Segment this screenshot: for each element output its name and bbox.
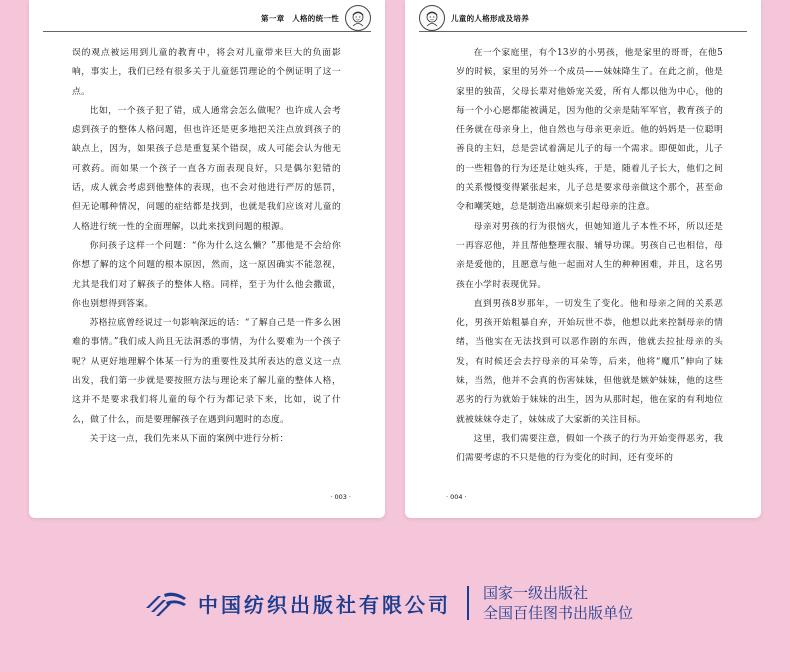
- publisher-footer: [144, 582, 633, 624]
- header-rule: [419, 31, 747, 32]
- page-body: [72, 44, 341, 449]
- header-rule: [43, 31, 371, 32]
- body-paragraph: 母亲对男孩的行为很恼火，但她知道儿子本性不坏，所以还是一再容忍他，并且帮他整理衣服、辅导功课。男孩自己也相信，母亲是爱他的，且愿意与他一起面对人生的种种困难，并且，这名男孩在小学时表现优异。: [456, 221, 723, 290]
- body-paragraph: 在一个家庭里，有个13岁的小男孩，他是家里的哥哥，在他5岁的时候，家里的另外一个成员——妹妹降生了。在此之前，他是家里的独苗，父母长辈对他娇宠关爱，所有人都以他为中心，他的每一个小心愿都能被满足，因为他的父亲是陆军军官，教育孩子的任务就在母亲身上，他自然也与母亲更亲近。他的妈妈是一位聪明善良的主妇，总是尝试着满足儿子的每一个需求。即便如此，儿子的一些粗鲁的行为还是让她头疼，于是，随着儿子长大，他们之间的关系慢慢变得紧张起来，儿子总是要求母亲做这个那个，甚至命令和嘲笑她，总是制造出麻烦来引起母亲的注意。: [456, 48, 723, 213]
- book-page-right: [405, 0, 761, 518]
- publisher-logo-icon: [144, 588, 188, 618]
- body-paragraph: 苏格拉底曾经说过一句影响深远的话：“了解自己是一件多么困难的事情。”我们成人尚且无法洞悉的事情，为什么要难为一个孩子呢？从更好地理解个体某一行为的重要性及其所表达的意义这一点出发，我们第一步就是要按照方法与理论来了解儿童的整体人格，这并不是要求我们将儿童的每个行为都记录下来，比如，说了什么，做了什么，而是要理解孩子在遇到问题时的态度。: [72, 318, 341, 425]
- page-body: [456, 44, 723, 469]
- publisher-name: 中国纺织出版社有限公司: [198, 592, 451, 617]
- chapter-title: 第一章 人格的统一性: [261, 13, 339, 23]
- publisher-tags: [483, 583, 633, 623]
- body-paragraph: 你问孩子这样一个问题：“你为什么这么懒？”那他是不会给你你想了解的这个问题的根本原因，然而，这一原因确实不能忽视，尤其是我们对了解孩子的整体人格。同样，至于为什么他会撒谎，你也别想得到答案。: [72, 240, 341, 309]
- child-portrait-icon: [419, 5, 445, 31]
- footer-divider: [467, 586, 469, 620]
- child-portrait-icon: [345, 5, 371, 31]
- body-paragraph: 关于这一点，我们先来从下面的案例中进行分析：: [89, 433, 289, 444]
- page-header: [419, 4, 747, 32]
- book-page-left: [29, 0, 385, 518]
- page-header: [43, 4, 371, 32]
- body-paragraph: 比如，一个孩子犯了错，成人通常会怎么做呢？也许成人会考虑到孩子的整体人格问题，但也许还是更多地把关注点放到孩子的缺点上，因为，如果孩子总是重复某个错误，成人可能会认为他无可救药。而如果一个孩子一直各方面表现良好，只是偶尔犯错的话，成人就会考虑到他整体的表现，也不会对他进行严厉的惩罚，但无论哪种情况，问题的症结都是找到，也就是我们应该对儿童的人格进行统一性的全面理解，以此来找到问题的根源。: [72, 105, 341, 232]
- body-paragraph: 直到男孩8岁那年，一切发生了变化。他和母亲之间的关系恶化，男孩开始粗暴自弃，开始玩世不恭，他想以此来控制母亲的情绪，当他实在无法找到可以恶作剧的东西，他就去拉扯母亲的头发，有时候还会去拧母亲的耳朵等，后来，他将“魔爪”伸向了妹妹，当然，他并不会真的伤害妹妹，但他就是嫉妒妹妹，他的这些恶劣的行为就始于妹妹的出生，因为从那时起，他在家的有利地位就被妹妹夺走了，妹妹成了大家新的关注目标。: [456, 298, 723, 425]
- page-number: · 004 ·: [446, 493, 467, 501]
- publisher-tag-line: 国家一级出版社: [483, 584, 589, 602]
- page-number: · 003 ·: [330, 493, 351, 501]
- body-paragraph: 这里，我们需要注意，假如一个孩子的行为开始变得恶劣，我们需要考虑的不只是他的行为变化的时间，还有变坏的: [456, 433, 723, 464]
- book-title: 儿童的人格形成及培养: [451, 13, 529, 23]
- publisher-tag-line: 全国百佳图书出版单位: [483, 604, 634, 622]
- body-paragraph: 误的观点被运用到儿童的教育中，将会对儿童带来巨大的负面影响，事实上，我们已经有很多关于儿童惩罚理论的个例证明了这一点。: [72, 48, 341, 97]
